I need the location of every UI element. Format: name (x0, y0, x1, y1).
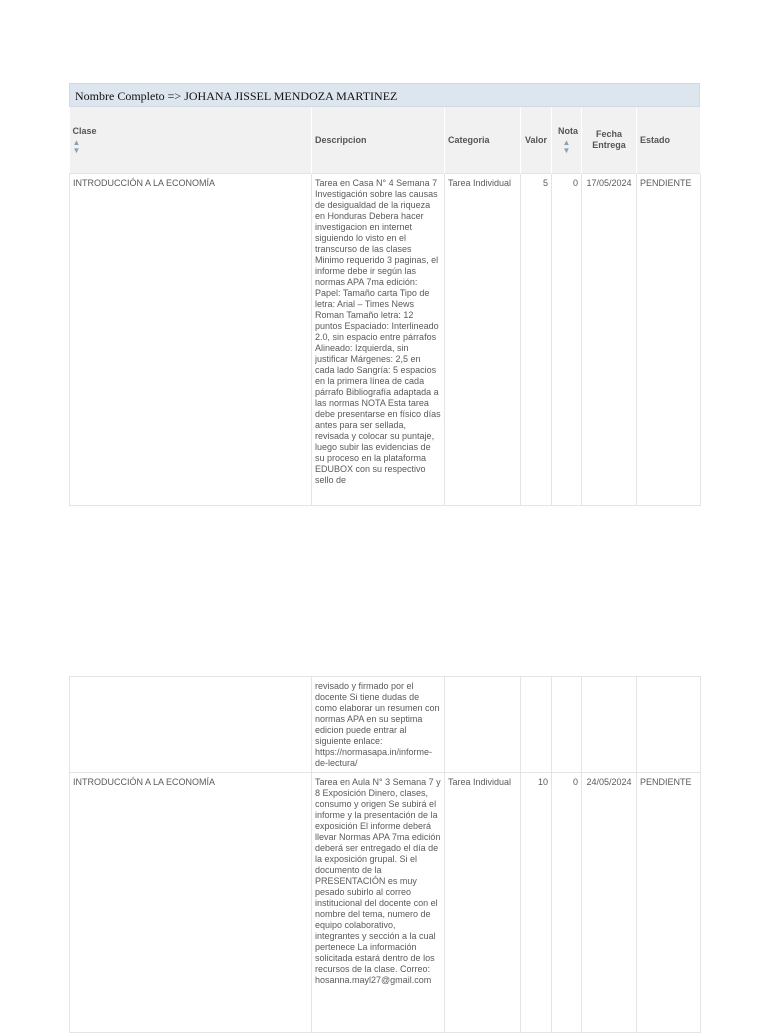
grades-sheet-page-1 (69, 83, 700, 506)
cell-nota: 0 (552, 174, 582, 506)
cell-descripcion-text: Tarea en Casa N° 4 Semana 7 Investigación sobre las causas de desigualdad de la riqueza en Honduras Debera hacer investigacion en internet siguiendo lo visto en el transcurso de las clases Minimo requerido 3 paginas, el informe debe ir según las normas APA 7ma edición: Papel: Tamaño carta Tipo de letra: Arial – Times News Roman Tamaño letra: 12 puntos Espaciado: Interlineado 2.0, sin espacio entre párrafos Alineado: Izquierda, sin justificar Márgenes: 2,5 en cada lado Sangría: 5 espacios en la primera línea de cada párrafo Bibliografía adaptada a las normas NOTA Esta tarea debe presentarse en físico días antes para ser sellada, revisada y colocar su puntaje, luego subir las evidencias de su proceso en la plataforma EDUBOX con su respectivo sello de (315, 178, 441, 485)
column-header-descripcion (312, 107, 445, 174)
cell-descripcion (312, 174, 445, 506)
column-header-estado-label: Estado (640, 134, 671, 145)
cell-nota (552, 677, 582, 773)
column-header-fecha (582, 107, 637, 174)
cell-clase: INTRODUCCIÓN A LA ECONOMÍA (70, 773, 312, 1033)
cell-clase (70, 677, 312, 773)
column-header-categoria (445, 107, 521, 174)
column-header-clase-label: Clase (72, 125, 97, 136)
column-header-estado (637, 107, 701, 174)
cell-valor (521, 677, 552, 773)
column-header-nota-label: Nota (558, 125, 578, 136)
cell-categoria: Tarea Individual (445, 174, 521, 506)
cell-nota: 0 (552, 773, 582, 1033)
cell-estado (637, 677, 701, 773)
cell-fecha-entrega: 17/05/2024 (582, 174, 637, 506)
assignments-table (69, 107, 701, 506)
column-header-nota[interactable] (552, 107, 582, 174)
column-header-categoria-label: Categoria (448, 134, 490, 145)
table-row-continuation (70, 677, 701, 773)
table-row (70, 174, 701, 506)
student-name-bar (69, 83, 700, 107)
cell-estado: PENDIENTE (637, 174, 701, 506)
cell-descripcion: revisado y firmado por el docente Si tiene dudas de como elaborar un resumen con normas APA en su septima edicion puede entrar al siguiente enlace: https://normasapa.in/informe-de-lectura/ (312, 677, 445, 773)
grades-sheet-page-2 (69, 676, 700, 1033)
cell-categoria (445, 677, 521, 773)
column-header-valor (521, 107, 552, 174)
cell-estado: PENDIENTE (637, 773, 701, 1033)
cell-fecha-entrega: 24/05/2024 (582, 773, 637, 1033)
cell-categoria: Tarea Individual (445, 773, 521, 1033)
column-header-fecha-label: Fecha Entrega (592, 129, 626, 150)
cell-descripcion: Tarea en Aula N° 3 Semana 7 y 8 Exposición Dinero, clases, consumo y origen Se subirá el informe y la presentación de la exposición El informe deberá llevar Normas APA 7ma edición deberá ser entregado el día de la exposición grupal. Si el documento de la PRESENTACIÓN es muy pesado subirlo al correo institucional del docente con el nombre del tema, numero de equipo colaborativo, integrantes y sección a la cual pertenece La información solicitada estará dentro de los recursos de la clase. Correo: hosanna.mayl27@gmail.com (312, 773, 445, 1033)
cell-valor: 5 (521, 174, 552, 506)
sort-icon[interactable]: ▲ ▼ (562, 137, 571, 155)
assignments-table-continued (69, 676, 701, 1033)
cell-fecha-entrega (582, 677, 637, 773)
column-header-clase[interactable] (70, 107, 312, 174)
table-header-row (70, 107, 701, 174)
cell-valor: 10 (521, 773, 552, 1033)
column-header-valor-label: Valor (524, 134, 547, 145)
cell-clase: INTRODUCCIÓN A LA ECONOMÍA (70, 174, 312, 506)
column-header-descripcion-label: Descripcion (315, 134, 367, 145)
table-row (70, 773, 701, 1033)
student-name-line: Nombre Completo => JOHANA JISSEL MENDOZA MARTINEZ (75, 89, 398, 103)
sort-icon[interactable]: ▲ ▼ (72, 137, 81, 155)
